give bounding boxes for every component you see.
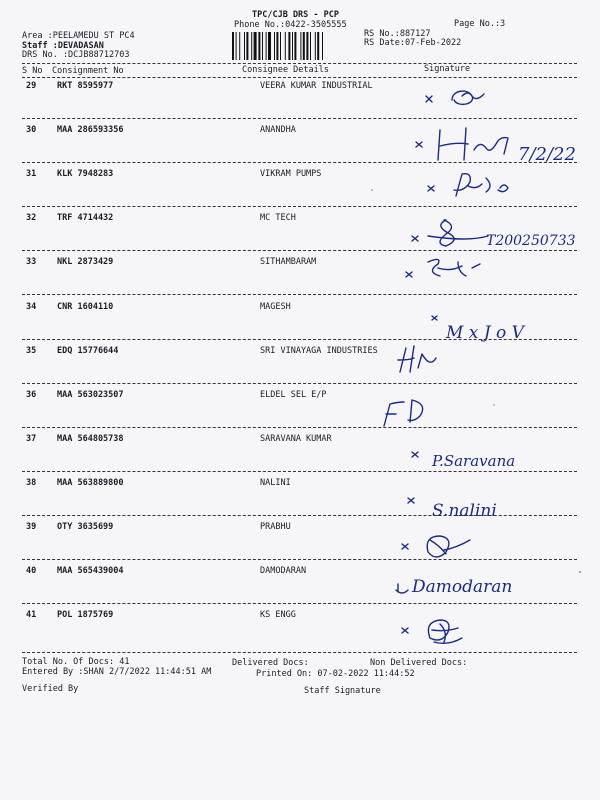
row-sno: 38 [26, 477, 37, 488]
row-consignee: NALINI [260, 477, 291, 488]
row-consignment-no: CNR 1604110 [57, 301, 114, 312]
row-consignee: VEERA KUMAR INDUSTRIAL [260, 81, 373, 91]
row-consignment-no: KLK 7948283 [57, 169, 114, 180]
row-consignee: ELDEL SEL E/P [260, 389, 327, 400]
row-sno: 30 [26, 125, 37, 136]
non-delivered-docs: Non Delivered Docs: [370, 658, 468, 668]
staff-signature: Staff Signature [304, 686, 381, 696]
footer-divider [22, 652, 577, 653]
drs-number: DRS No. :DCJB88712703 [22, 50, 130, 60]
row-sno: 35 [26, 345, 37, 356]
row-sno: 32 [26, 213, 37, 224]
row-consignee: SRI VINAYAGA INDUSTRIES [260, 345, 378, 356]
signature-34 [432, 316, 526, 343]
row-consignee: ANANDHA [260, 125, 296, 136]
signature-33 [406, 259, 480, 277]
signature-37 [412, 452, 515, 470]
row-consignment-no: POL 1875769 [57, 610, 114, 621]
signature-40 [396, 577, 512, 597]
row-sno: 40 [26, 566, 37, 577]
row-consignment-no: OTY 3635699 [57, 522, 114, 532]
row-consignee: VIKRAM PUMPS [260, 169, 322, 180]
col-header-signature: Signature [424, 64, 471, 74]
anandha-date-handwriting: 7/2/22 [518, 144, 576, 165]
row-consignment-no: MAA 565439004 [57, 566, 124, 577]
document-title: TPC/CJB DRS - PCP [252, 10, 339, 20]
rs-number: RS No.:887127 [364, 29, 431, 39]
printed-on: Printed On: 07-02-2022 11:44:52 [256, 669, 415, 679]
saravana-handwriting: P.Saravana [432, 452, 516, 470]
row-consignee: SITHAMBARAM [260, 257, 317, 268]
delivered-docs: Delivered Docs: [232, 658, 309, 668]
row-consignment-no: MAA 563889800 [57, 477, 124, 488]
area-label: Area :PEELAMEDU ST PC4 [22, 31, 135, 41]
col-header-consignee: Consignee Details [242, 65, 329, 75]
signature-39 [402, 536, 470, 557]
row-consignee: KS ENGG [260, 610, 296, 621]
total-docs: Total No. Of Docs: 41 [22, 657, 130, 667]
signature-41 [402, 620, 462, 643]
staff-label: Staff :DEVADASAN [22, 41, 104, 51]
row-consignment-no: RKT 8595977 [57, 81, 114, 91]
row-consignee: SARAVANA KUMAR [260, 433, 332, 444]
magesh-handwriting: M x J o V [446, 323, 524, 343]
rs-date: RS Date:07-Feb-2022 [364, 38, 462, 48]
signature-32 [412, 220, 576, 249]
signature-38 [408, 498, 497, 521]
row-consignee: MAGESH [260, 301, 291, 312]
signature-30 [416, 128, 576, 165]
signature-31 [428, 174, 508, 196]
row-sno: 34 [26, 301, 37, 312]
row-sno: 31 [26, 169, 37, 180]
row-sno: 36 [26, 389, 37, 400]
col-header-consignment: Consignment No [52, 66, 124, 76]
phone-number: Phone No.:0422-3505555 [234, 20, 347, 30]
row-sno: 29 [26, 81, 37, 91]
row-sno: 39 [26, 522, 37, 532]
page-number: Page No.:3 [454, 19, 506, 29]
row-consignment-no: NKL 2873429 [57, 257, 114, 268]
row-consignment-no: TRF 4714432 [57, 213, 114, 224]
row-consignee: MC TECH [260, 213, 296, 224]
mc-tech-handwriting: T200250733 [486, 233, 576, 249]
row-consignment-no: MAA 286593356 [57, 125, 124, 136]
row-consignment-no: EDQ 15776644 [57, 345, 119, 356]
nalini-handwriting: S.nalini [432, 501, 497, 521]
row-consignee: DAMODARAN [260, 566, 307, 577]
row-sno: 33 [26, 257, 37, 268]
row-consignment-no: MAA 564805738 [57, 433, 124, 444]
signature-36 [384, 400, 423, 426]
col-header-sno: S No [22, 66, 43, 76]
signature-35 [398, 346, 436, 372]
signature-29 [426, 91, 484, 104]
row-sno: 41 [26, 610, 37, 621]
damodaran-handwriting: Damodaran [412, 577, 513, 597]
entered-by: Entered By :SHAN 2/7/2022 11:44:51 AM [22, 667, 212, 677]
row-consignment-no: MAA 563023507 [57, 389, 124, 400]
verified-by: Verified By [22, 684, 79, 694]
row-sno: 37 [26, 433, 37, 444]
row-consignee: PRABHU [260, 522, 291, 532]
